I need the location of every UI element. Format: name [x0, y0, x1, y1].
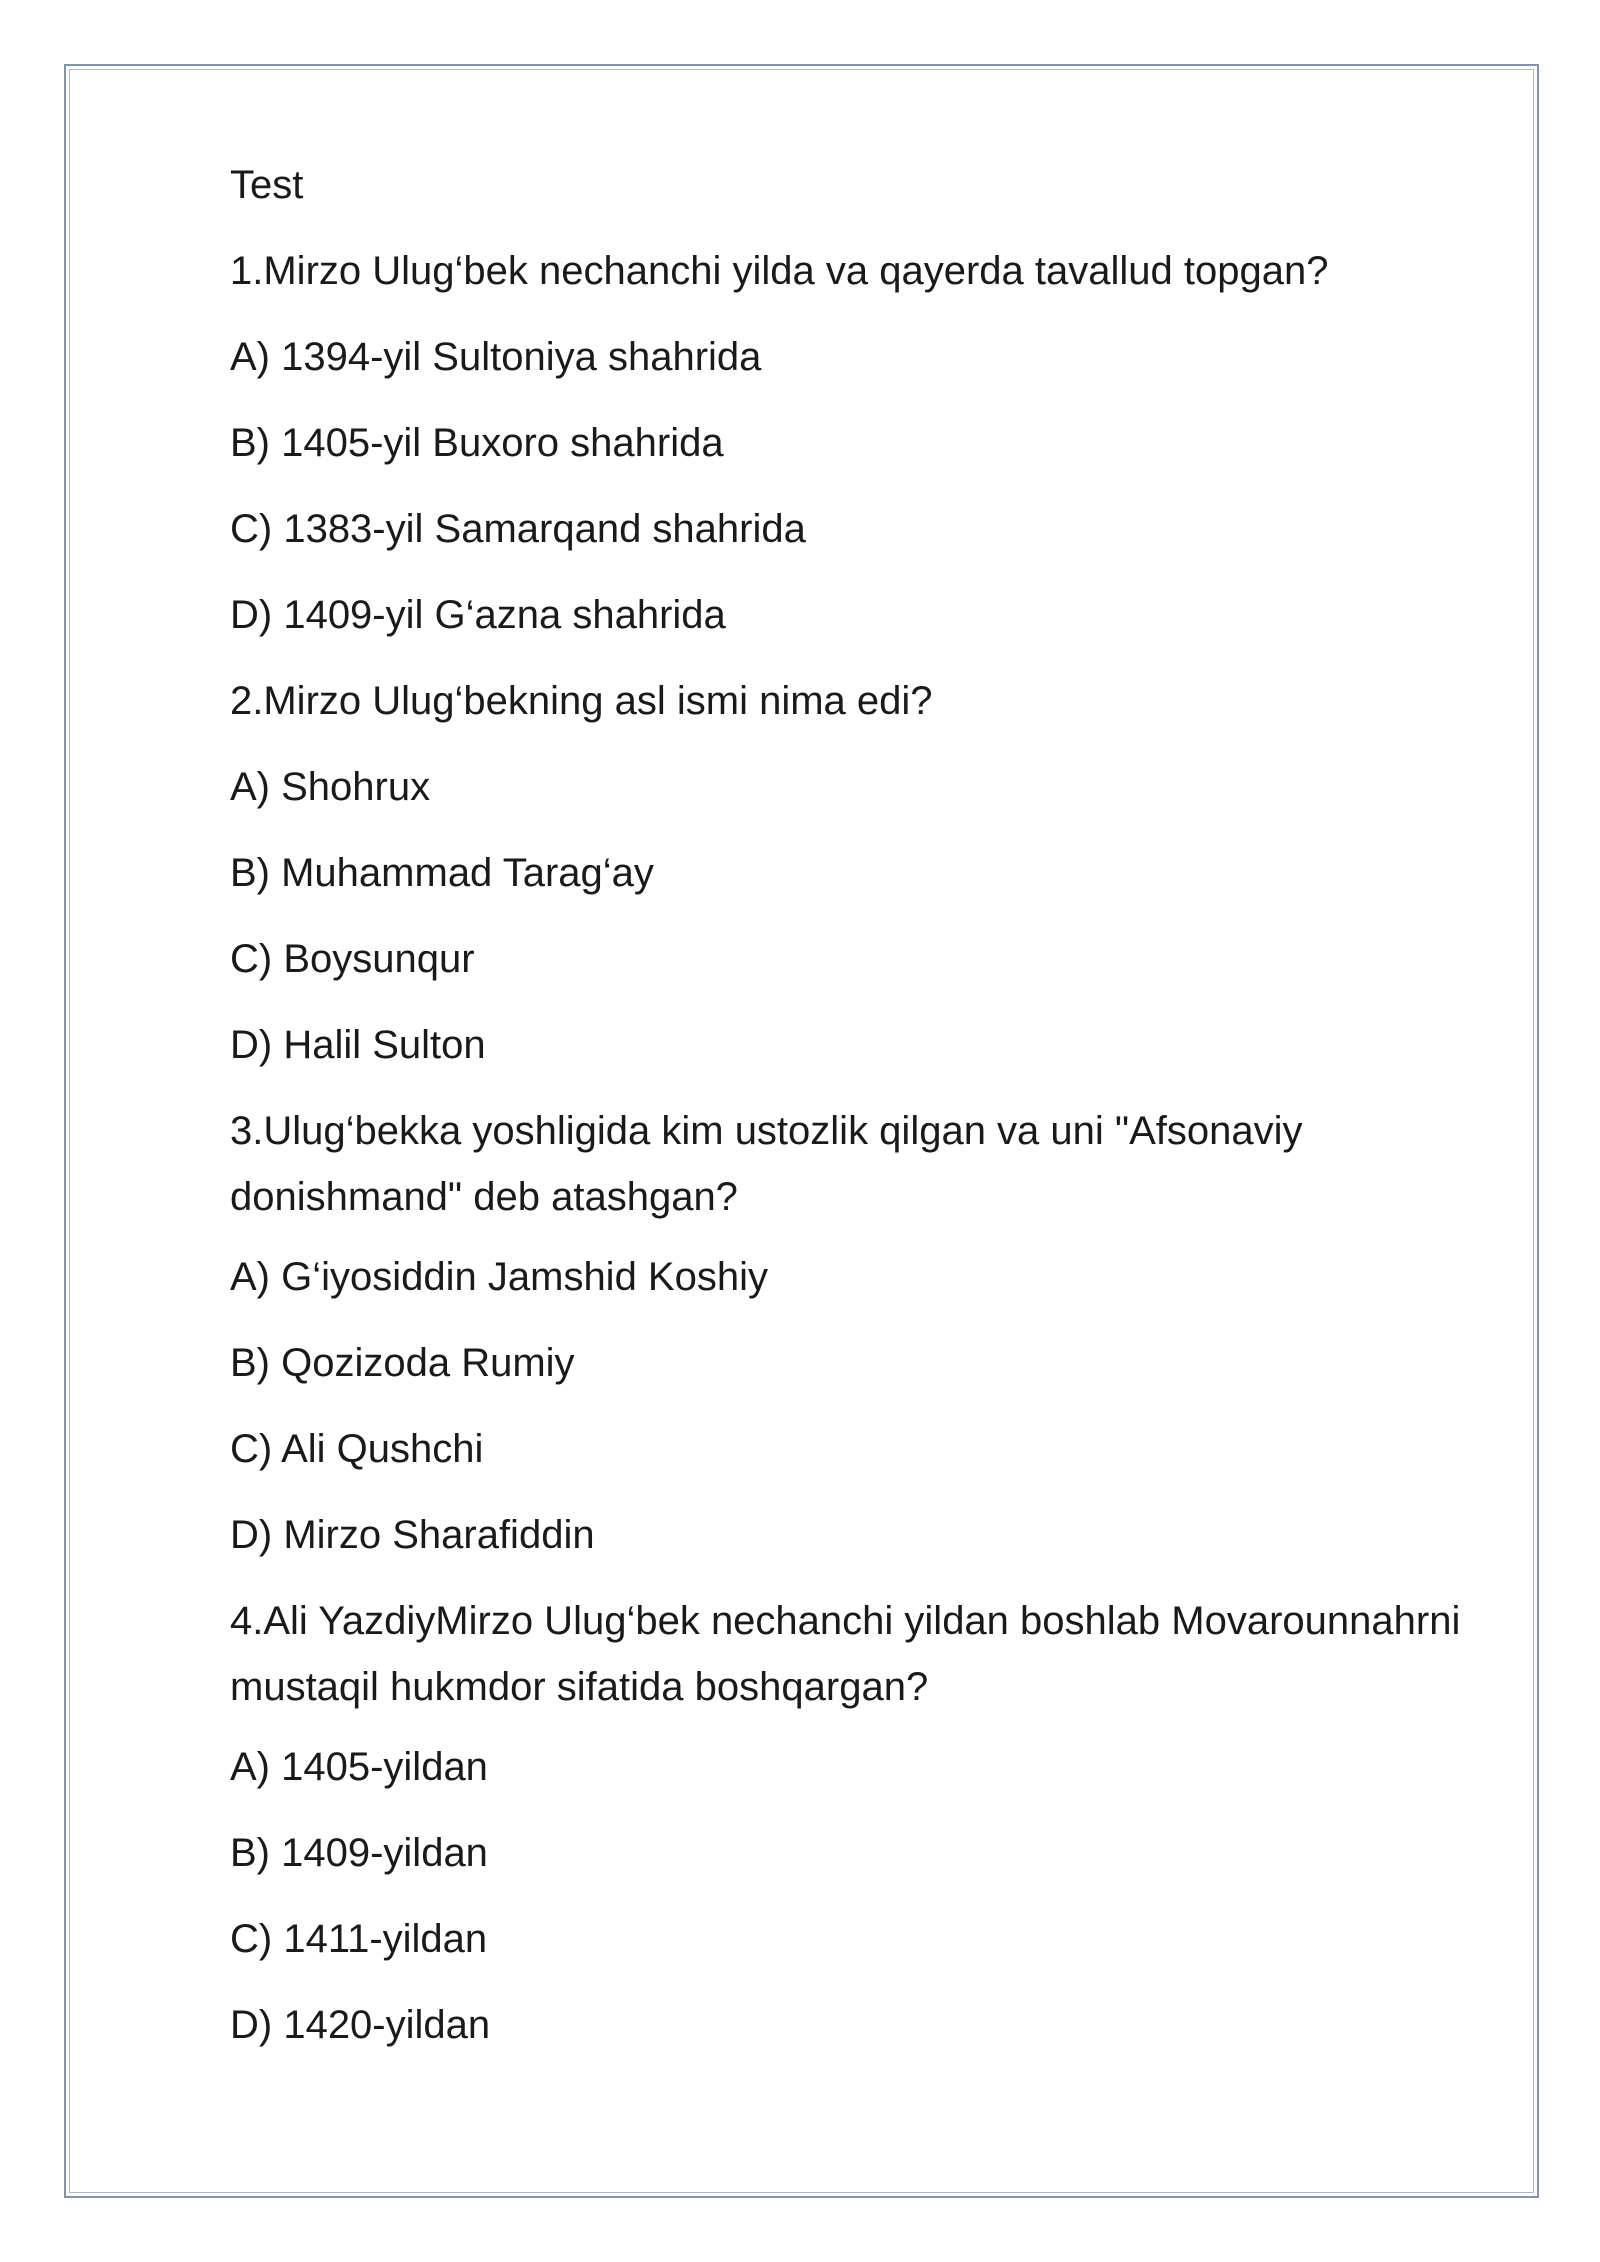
question-3: 3.Ulug‘bekka yoshligida kim ustozlik qilgan va uni "Afsonaviy donishmand" deb atashgan?: [230, 1109, 1303, 1219]
question-4-option-d: D) 1420-yildan: [230, 2003, 491, 2047]
question-3-option-c: C) Ali Qushchi: [230, 1427, 484, 1471]
question-1-option-c: C) 1383-yil Samarqand shahrida: [230, 507, 806, 551]
question-2-option-c: C) Boysunqur: [230, 937, 475, 981]
question-3-option-a: A) G‘iyosiddin Jamshid Koshiy: [230, 1255, 768, 1299]
question-1-option-b: B) 1405-yil Buxoro shahrida: [230, 421, 724, 465]
question-2-option-d: D) Halil Sulton: [230, 1023, 486, 1067]
question-4-option-b: B) 1409-yildan: [230, 1831, 488, 1875]
question-3-option-b: B) Qozizoda Rumiy: [230, 1341, 575, 1385]
question-2: 2.Mirzo Ulug‘bekning asl ismi nima edi?: [230, 679, 933, 723]
document-body: [230, 152, 1480, 2078]
question-2-option-a: A) Shohrux: [230, 765, 431, 809]
question-4-option-c: C) 1411-yildan: [230, 1917, 488, 1961]
question-3-option-d: D) Mirzo Sharafiddin: [230, 1513, 595, 1557]
question-1-option-a: A) 1394-yil Sultoniya shahrida: [230, 335, 762, 379]
question-1: 1.Mirzo Ulug‘bek nechanchi yilda va qayerda tavallud topgan?: [230, 249, 1329, 293]
question-4: 4.Ali YazdiyMirzo Ulug‘bek nechanchi yildan boshlab Movarounnahrni mustaqil hukmdor sifatida boshqargan?: [230, 1599, 1461, 1709]
question-4-option-a: A) 1405-yildan: [230, 1745, 488, 1789]
question-1-option-d: D) 1409-yil G‘azna shahrida: [230, 593, 726, 637]
document-title: Test: [230, 163, 304, 207]
question-2-option-b: B) Muhammad Tarag‘ay: [230, 851, 654, 895]
